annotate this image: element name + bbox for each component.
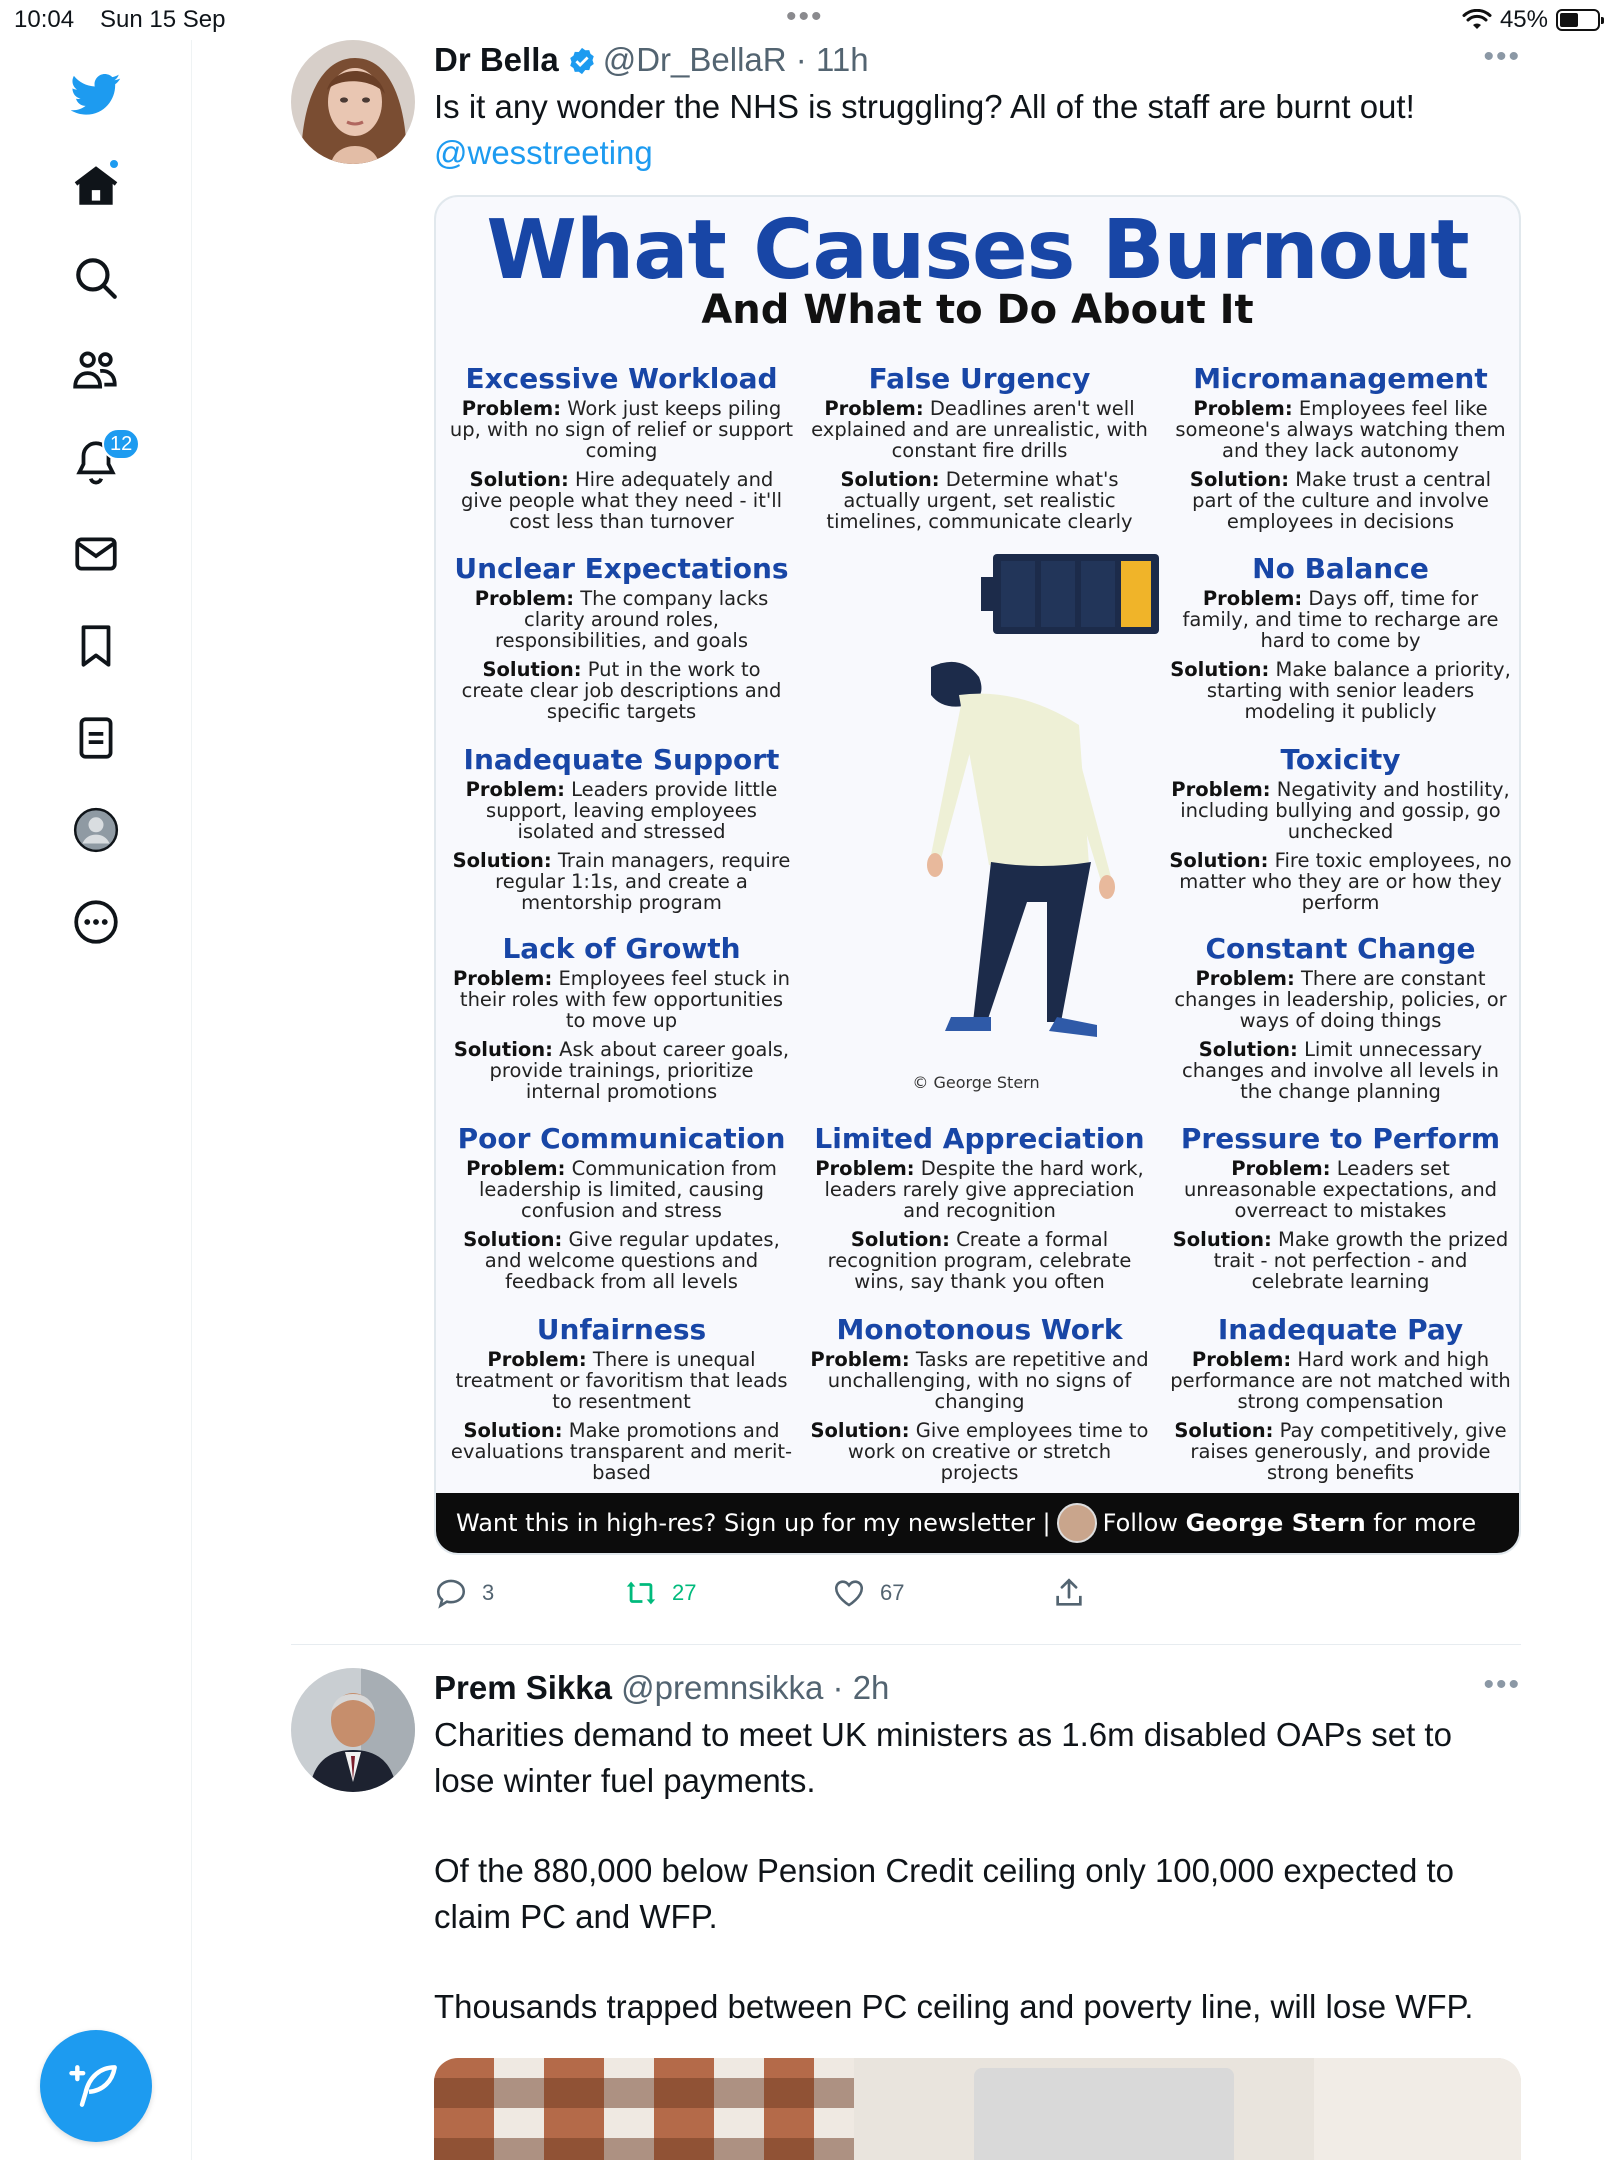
tweet-time[interactable]: · 11h (795, 41, 869, 78)
problem-text: Days off, time for family, and time to recharge are hard to come by (1182, 587, 1499, 652)
tweet-image[interactable] (434, 2058, 1521, 2160)
nav-notifications[interactable] (64, 430, 133, 494)
avatar[interactable] (291, 40, 415, 164)
problem-text: Leaders provide little support, leaving employees isolated and stressed (486, 778, 778, 843)
problem-label: Problem: (1231, 1157, 1331, 1180)
section-problem (807, 398, 1152, 461)
problem-label: Problem: (487, 1348, 587, 1371)
tweet-header (434, 1668, 889, 1708)
burnout-cause-section (807, 1122, 1152, 1300)
retweet-icon (624, 1576, 658, 1610)
feather-plus-icon (68, 2058, 124, 2114)
section-solution (449, 1420, 794, 1483)
banner-text: Want this in high-res? Sign up for my newsletter | (456, 1509, 1051, 1537)
section-problem (449, 968, 794, 1031)
author-mini-avatar (1057, 1503, 1097, 1543)
section-title: Inadequate Pay (1217, 1313, 1464, 1346)
reply-button[interactable] (434, 1576, 494, 1610)
tweet-paragraph: Of the 880,000 below Pension Credit ceiling only 100,000 expected to claim PC and WFP. (434, 1852, 1455, 1935)
problem-text: Tasks are repetitive and unchallenging, with no signs of changing (827, 1348, 1149, 1413)
nav-bookmarks[interactable] (64, 614, 128, 678)
section-solution (1168, 1229, 1513, 1292)
section-title: Micromanagement (1193, 362, 1488, 395)
problem-label: Problem: (824, 397, 924, 420)
solution-text: Give regular updates, and welcome questions and feedback from all levels (484, 1228, 780, 1293)
author-handle[interactable]: @premnsikka (621, 1669, 824, 1706)
status-bar (0, 0, 1620, 40)
banner-follow: Follow (1102, 1509, 1178, 1537)
multitasking-dots-icon[interactable]: ••• (786, 0, 824, 33)
section-solution (807, 1420, 1152, 1483)
section-solution (1168, 850, 1513, 913)
solution-label: Solution: (810, 1419, 910, 1442)
problem-label: Problem: (815, 1157, 915, 1180)
heart-icon (832, 1576, 866, 1610)
section-problem (449, 398, 794, 461)
status-date: Sun 15 Sep (100, 6, 226, 33)
share-icon (1052, 1576, 1086, 1610)
nav-messages[interactable] (64, 522, 128, 586)
bookmark-icon (71, 621, 121, 671)
burnout-cause-section (1168, 552, 1513, 730)
solution-text: Fire toxic employees, no matter who they are or how they perform (1179, 849, 1512, 914)
new-content-dot (108, 158, 120, 170)
solution-label: Solution: (1169, 849, 1269, 872)
burnout-cause-section (449, 362, 794, 540)
profile-avatar-icon (71, 805, 121, 855)
share-button[interactable] (1052, 1576, 1086, 1610)
verified-badge-icon (567, 46, 597, 76)
solution-label: Solution: (840, 468, 940, 491)
section-solution (1168, 1039, 1513, 1102)
section-title: Lack of Growth (502, 932, 741, 965)
problem-label: Problem: (465, 778, 565, 801)
tweet[interactable] (291, 1668, 1521, 2160)
search-icon (71, 253, 121, 303)
tweet-time[interactable]: · 2h (832, 1669, 890, 1706)
section-title: Excessive Workload (465, 362, 778, 395)
problem-label: Problem: (466, 1157, 566, 1180)
problem-text: Deadlines aren't well explained and are unrealistic, with constant fire drills (811, 397, 1148, 462)
tired-person-illustration (831, 637, 1161, 1077)
section-title: Toxicity (1280, 743, 1401, 776)
section-title: Monotonous Work (836, 1313, 1123, 1346)
mention-link[interactable]: @wesstreeting (434, 134, 653, 171)
section-title: Poor Communication (457, 1122, 786, 1155)
burnout-cause-section (1168, 1313, 1513, 1491)
solution-text: Create a formal recognition program, celebrate wins, say thank you often (827, 1228, 1132, 1293)
solution-label: Solution: (463, 1419, 563, 1442)
solution-text: Put in the work to create clear job descriptions and specific targets (461, 658, 782, 723)
burnout-cause-section (807, 1313, 1152, 1491)
solution-label: Solution: (453, 1038, 553, 1061)
section-title: Inadequate Support (463, 743, 780, 776)
section-title: No Balance (1252, 552, 1429, 585)
problem-label: Problem: (474, 587, 574, 610)
low-battery-illustration (981, 549, 1161, 639)
solution-label: Solution: (1189, 468, 1290, 491)
battery-icon (1556, 9, 1600, 31)
section-title: Constant Change (1205, 932, 1476, 965)
section-solution (1168, 1420, 1513, 1483)
tweet-text (434, 84, 1514, 176)
burnout-cause-section (1168, 362, 1513, 540)
wifi-icon (1462, 9, 1492, 31)
problem-text: Communication from leadership is limited, causing confusion and stress (478, 1157, 777, 1222)
burnout-cause-section (1168, 743, 1513, 921)
nav-explore[interactable] (64, 246, 128, 310)
section-problem (449, 779, 794, 842)
burnout-cause-section (449, 552, 794, 730)
banner-name: George Stern (1185, 1509, 1366, 1537)
notifications-badge: 12 (102, 428, 140, 460)
section-title: Unclear Expectations (454, 552, 789, 585)
twitter-logo-icon[interactable] (64, 62, 128, 126)
banner-end: for more (1373, 1509, 1477, 1537)
solution-text: Give employees time to work on creative or stretch projects (847, 1419, 1149, 1484)
tweet-header (434, 40, 869, 80)
compose-tweet-button[interactable] (40, 2030, 152, 2142)
sidebar (0, 40, 192, 2160)
solution-text: Determine what's actually urgent, set realistic timelines, communicate clearly (826, 468, 1133, 533)
section-solution (449, 1229, 794, 1292)
tweet-actions (434, 1576, 1094, 1616)
more-options-icon[interactable]: ••• (1483, 1668, 1521, 1701)
solution-text: Make promotions and evaluations transparent and merit-based (450, 1419, 793, 1484)
nav-more[interactable] (64, 890, 128, 954)
burnout-cause-section (449, 1122, 794, 1300)
tweet[interactable] (291, 40, 1521, 1640)
solution-text: Make trust a central part of the culture and involve employees in decisions (1192, 468, 1492, 533)
section-solution (449, 850, 794, 913)
solution-label: Solution: (1170, 658, 1270, 681)
section-solution (1168, 659, 1513, 722)
problem-label: Problem: (1193, 397, 1293, 420)
section-problem (449, 1349, 794, 1412)
solution-text: Ask about career goals, provide trainings, prioritize internal promotions (489, 1038, 790, 1103)
section-problem (449, 588, 794, 651)
problem-text: Despite the hard work, leaders rarely give appreciation and recognition (824, 1157, 1144, 1222)
status-time: 10:04 (14, 6, 75, 33)
section-solution (807, 1229, 1152, 1292)
section-title: Unfairness (536, 1313, 707, 1346)
section-problem (1168, 968, 1513, 1031)
reply-icon (434, 1576, 468, 1610)
problem-text: Leaders set unreasonable expectations, and overreact to mistakes (1183, 1157, 1498, 1222)
like-count: 67 (880, 1580, 905, 1605)
solution-text: Make balance a priority, starting with senior leaders modeling it publicly (1206, 658, 1511, 723)
solution-text: Hire adequately and give people what they need - it'll cost less than turnover (460, 468, 783, 533)
like-button[interactable] (832, 1576, 904, 1610)
problem-label: Problem: (1202, 587, 1303, 610)
retweet-count: 27 (672, 1580, 697, 1605)
section-problem (807, 1349, 1152, 1412)
author-handle[interactable]: @Dr_BellaR (602, 41, 787, 78)
section-problem (1168, 1158, 1513, 1221)
problem-text: Employees feel stuck in their roles with few opportunities to move up (459, 967, 791, 1032)
problem-label: Problem: (1195, 967, 1295, 990)
solution-text: Make growth the prized trait - not perfection - and celebrate learning (1213, 1228, 1509, 1293)
section-problem (1168, 779, 1513, 842)
tweet-paragraph: Thousands trapped between PC ceiling and poverty line, will lose WFP. (434, 1988, 1474, 2025)
section-solution (449, 659, 794, 722)
reply-count: 3 (482, 1580, 495, 1605)
section-problem (1168, 398, 1513, 461)
more-circle-icon (71, 897, 121, 947)
solution-text: Train managers, require regular 1:1s, and create a mentorship program (495, 849, 791, 914)
blanket-photo (434, 2058, 1521, 2160)
section-problem (807, 1158, 1152, 1221)
problem-text: Hard work and high performance are not matched with strong compensation (1170, 1348, 1511, 1413)
burnout-cause-section (449, 743, 794, 921)
list-icon (71, 713, 121, 763)
problem-text: There is unequal treatment or favoritism that leads to resentment (455, 1348, 788, 1413)
problem-label: Problem: (1191, 1348, 1292, 1371)
solution-label: Solution: (452, 849, 552, 872)
problem-text: Work just keeps piling up, with no sign of relief or support coming (449, 397, 794, 462)
section-title: Limited Appreciation (814, 1122, 1145, 1155)
tweet-image[interactable] (434, 195, 1521, 1555)
tweet-text-line: Is it any wonder the NHS is struggling? All of the staff are burnt out! (434, 88, 1415, 125)
burnout-cause-section (1168, 1122, 1513, 1300)
section-title: False Urgency (868, 362, 1091, 395)
envelope-icon (71, 529, 121, 579)
more-options-icon[interactable]: ••• (1483, 40, 1521, 73)
burnout-cause-section (1168, 932, 1513, 1110)
solution-label: Solution: (463, 1228, 563, 1251)
solution-label: Solution: (1172, 1228, 1272, 1251)
avatar[interactable] (291, 1668, 415, 1792)
solution-label: Solution: (850, 1228, 950, 1251)
nav-lists[interactable] (64, 706, 128, 770)
section-problem (449, 1158, 794, 1221)
section-solution (449, 469, 794, 532)
problem-label: Problem: (452, 967, 553, 990)
solution-text: Limit unnecessary changes and involve all levels in the change planning (1182, 1038, 1499, 1103)
section-title: Pressure to Perform (1180, 1122, 1501, 1155)
nav-home[interactable] (64, 154, 128, 218)
nav-profile[interactable] (64, 798, 128, 862)
problem-label: Problem: (1171, 778, 1271, 801)
solution-text: Pay competitively, give raises generously, and provide strong benefits (1190, 1419, 1507, 1484)
burnout-cause-section (449, 1313, 794, 1491)
newsletter-banner (436, 1493, 1519, 1553)
communities-icon (71, 345, 121, 395)
author-name[interactable]: Dr Bella (434, 41, 559, 78)
tweet-text (434, 1712, 1514, 2030)
problem-text: There are constant changes in leadership, policies, or ways of doing things (1174, 967, 1507, 1032)
problem-text: Negativity and hostility, including bullying and gossip, go unchecked (1180, 778, 1510, 843)
battery-percent: 45% (1499, 6, 1548, 33)
burnout-cause-section (449, 932, 794, 1110)
problem-label: Problem: (461, 397, 562, 420)
infographic-title: What Causes Burnout (486, 203, 1469, 298)
solution-label: Solution: (469, 468, 569, 491)
tweet-paragraph: Charities demand to meet UK ministers as 1.6m disabled OAPs set to lose winter fuel payments. (434, 1716, 1452, 1799)
problem-text: The company lacks clarity around roles, responsibilities, and goals (495, 587, 769, 652)
section-solution (449, 1039, 794, 1102)
section-solution (1168, 469, 1513, 532)
author-name[interactable]: Prem Sikka (434, 1669, 612, 1706)
problem-label: Problem: (810, 1348, 910, 1371)
solution-label: Solution: (1174, 1419, 1274, 1442)
tweet-divider (291, 1644, 1521, 1645)
section-solution (807, 469, 1152, 532)
section-problem (1168, 588, 1513, 651)
nav-communities[interactable] (64, 338, 128, 402)
retweet-button[interactable] (624, 1576, 696, 1610)
section-problem (1168, 1349, 1513, 1412)
infographic-subtitle: And What to Do About It (701, 287, 1254, 333)
solution-label: Solution: (1198, 1038, 1298, 1061)
problem-text: Employees feel like someone's always watching them and they lack autonomy (1175, 397, 1506, 462)
image-credit: © George Stern (912, 1073, 1040, 1092)
solution-label: Solution: (482, 658, 582, 681)
burnout-cause-section (807, 362, 1152, 540)
